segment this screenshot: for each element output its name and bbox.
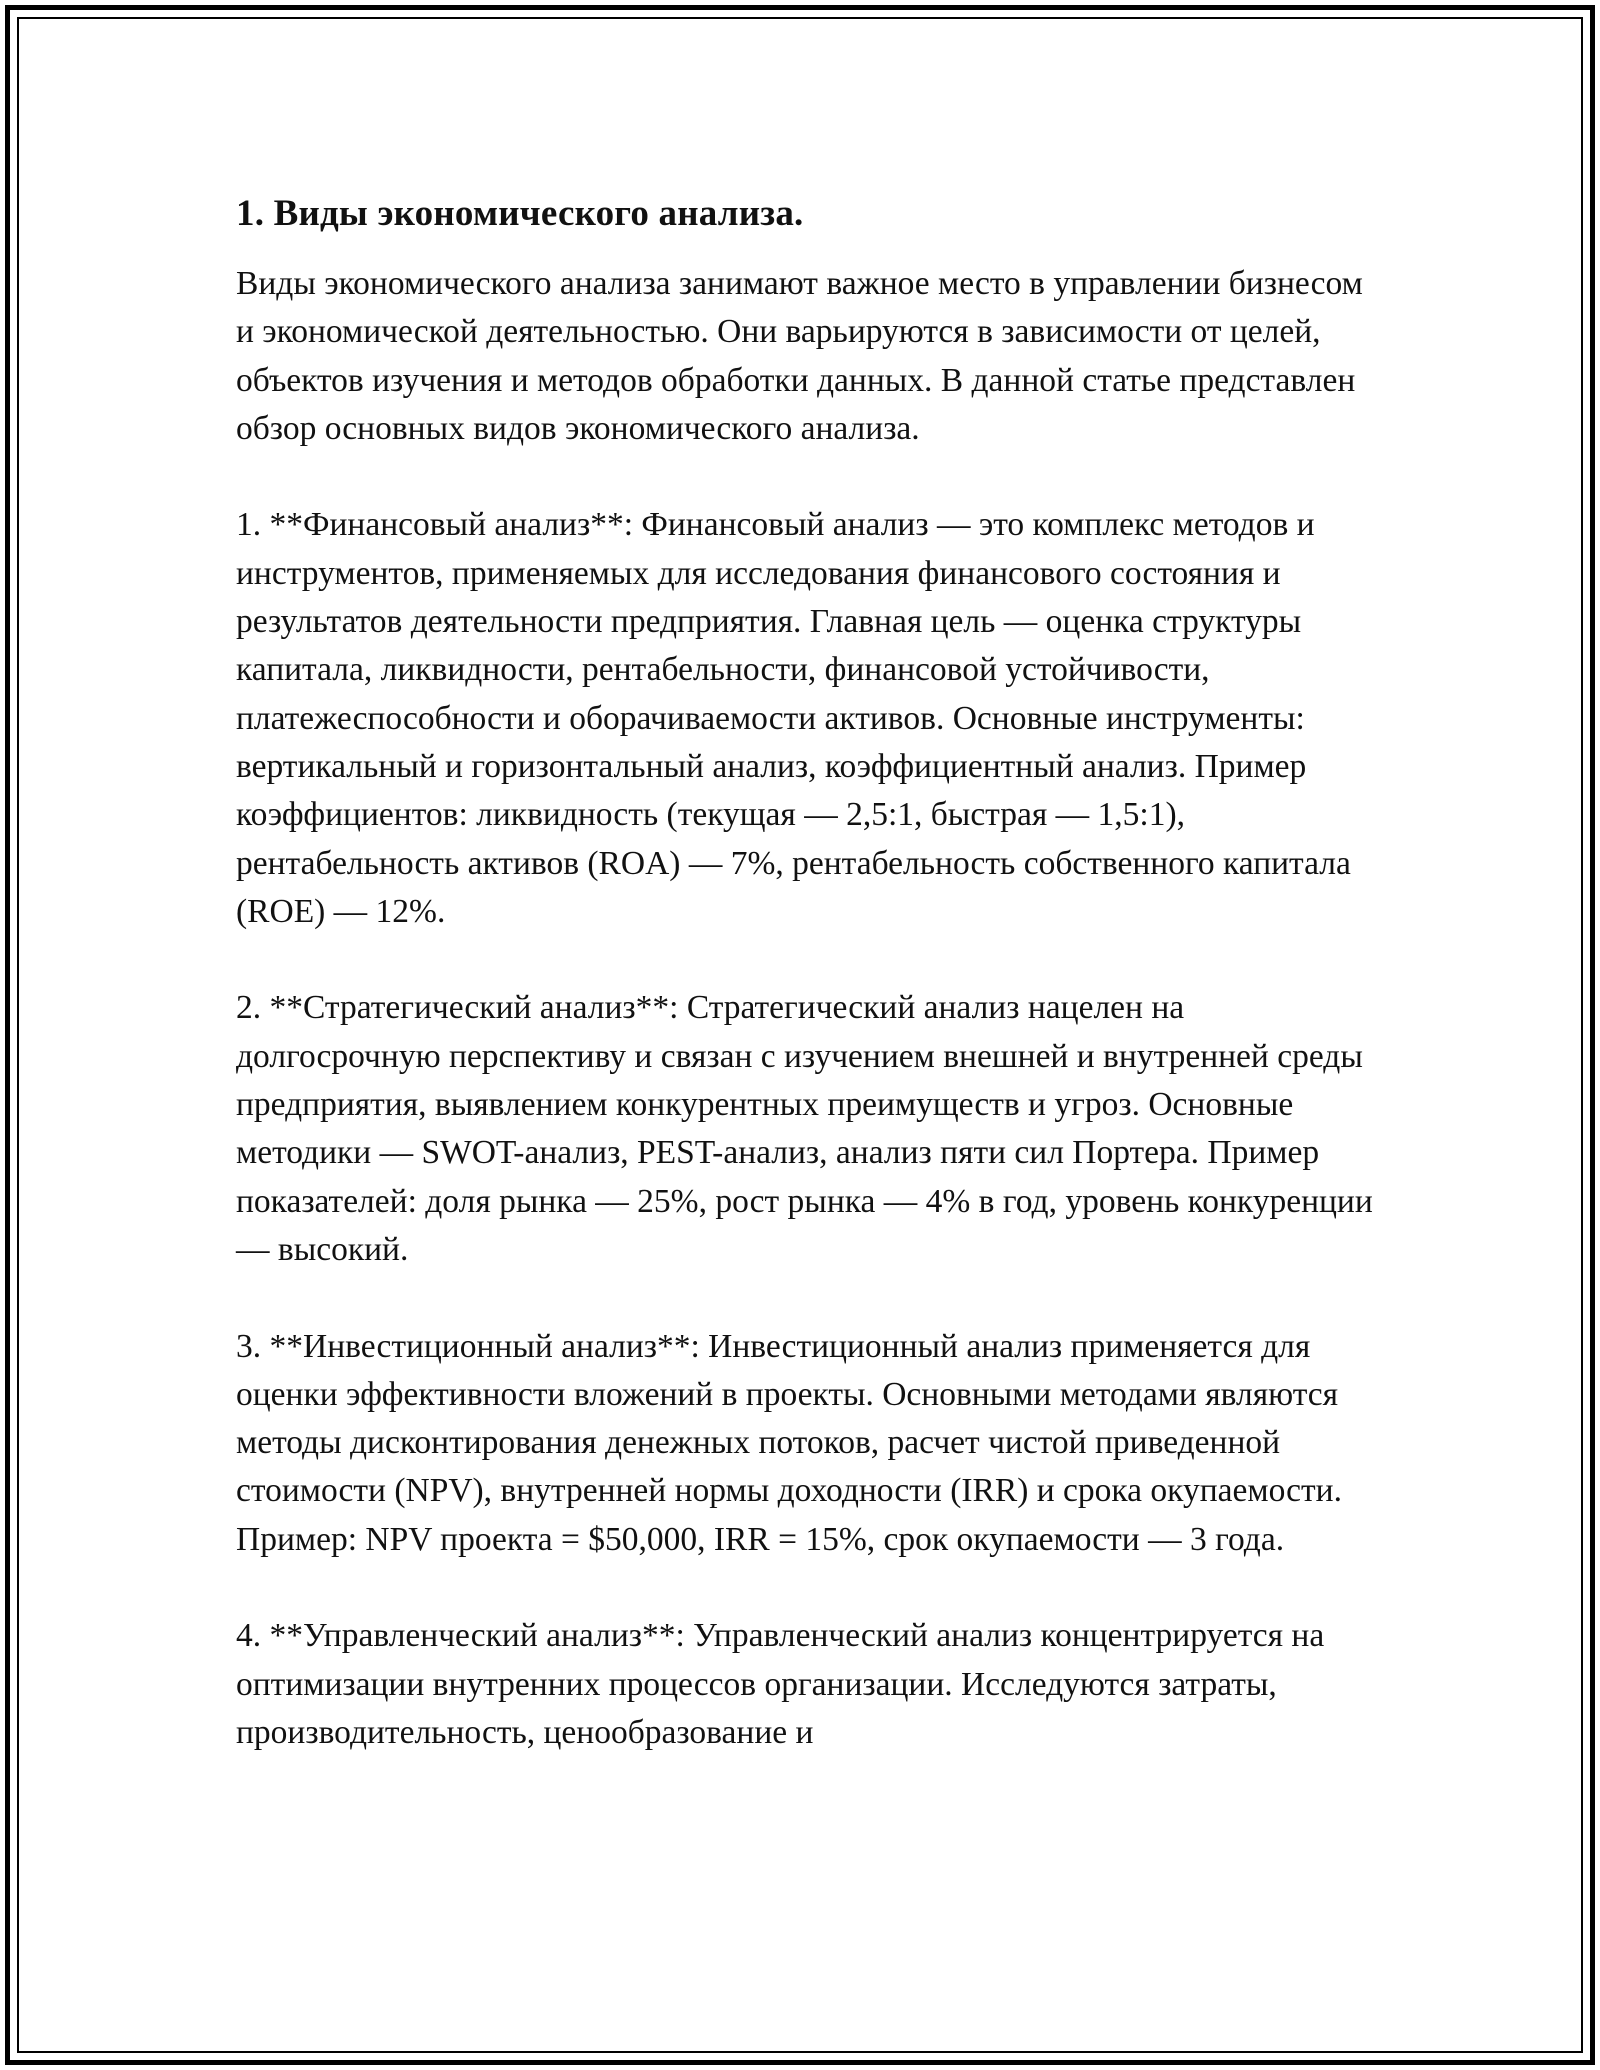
paragraph-management-analysis: 4. **Управленческий анализ**: Управленческий анализ концентрируется на оптимизации внутренних процессов организации. Исследуются затраты, производительность, ценообразование и [236, 1617, 1325, 1751]
document-page [236, 180, 1386, 1806]
paragraph-investment-analysis: 3. **Инвестиционный анализ**: Инвестиционный анализ применяется для оценки эффективности вложений в проекты. Основными методами являются методы дисконтирования денежных потоков, расчет чистой приведенной стоимости (NPV), внутренней нормы доходности (IRR) и срока окупаемости. Пример: NPV проекта = $50,000, IRR = 15%, срок окупаемости — 3 года. [236, 1327, 1342, 1558]
paragraph-intro: Виды экономического анализа занимают важное место в управлении бизнесом и экономической деятельностью. Они варьируются в зависимости от целей, объектов изучения и методов обработки данных. В данной статье представлен обзор основных видов экономического анализа. [236, 265, 1363, 447]
paragraph-strategic-analysis: 2. **Стратегический анализ**: Стратегический анализ нацелен на долгосрочную перспективу и связан с изучением внешней и внутренней среды предприятия, выявлением конкурентных преимуществ и угроз. Основные методики — SWOT-анализ, PEST-анализ, анализ пяти сил Портера. Пример показателей: доля рынка — 25%, рост рынка — 4% в год, уровень конкуренции — высокий. [236, 989, 1373, 1268]
paragraph-financial-analysis: 1. **Финансовый анализ**: Финансовый анализ — это комплекс методов и инструментов, применяемых для исследования финансового состояния и результатов деятельности предприятия. Главная цель — оценка структуры капитала, ликвидности, рентабельности, финансовой устойчивости, платежеспособности и оборачиваемости активов. Основные инструменты: вертикальный и горизонтальный анализ, коэффициентный анализ. Пример коэффициентов: ликвидность (текущая — 2,5:1, быстрая — 1,5:1), рентабельность активов (ROA) — 7%, рентабельность собственного капитала (ROE) — 12%. [236, 506, 1351, 930]
document-title: 1. Виды экономического анализа. [236, 193, 804, 234]
